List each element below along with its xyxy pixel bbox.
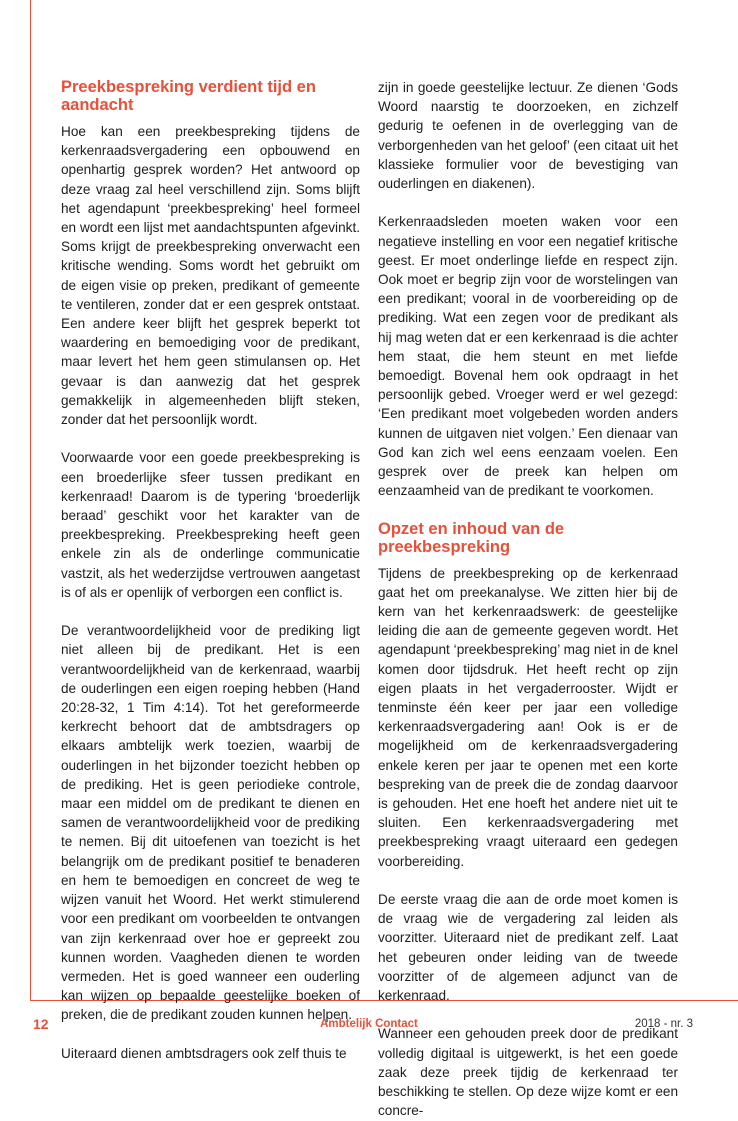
paragraph: Voorwaarde voor een goede preekbespreking is een broederlijke sfeer tussen predikant en kerkenraad! Daarom is de typering ‘broederlijk beraad’ geschikt voor het karakter van de preekbespreking. Preekbespreking heeft geen enkele zin als de onderlinge communicatie vastzit, als het wederzijdse vertrouwen aangetast is of als er openlijk of verborgen een conflict is. [61, 450, 360, 600]
left-column [61, 78, 360, 1063]
right-column [378, 78, 678, 1121]
paragraph: Uiteraard dienen ambtsdragers ook zelf thuis te [61, 1045, 347, 1061]
section-heading-1: Preekbespreking verdient tijd en aandacht [61, 78, 316, 114]
paragraph: Hoe kan een preekbespreking tijdens de kerkenraadsvergadering een opbouwend en openhartig gesprek worden? Het antwoord op deze vraag zal heel verschillend zijn. Soms blijft het agendapunt ‘preekbespreking’ heel formeel en wordt een lijst met aandachtspunten afgevinkt. Soms krijgt de preekbespreking onverwacht een kritische wending. Soms wordt het gebruikt om de eigen visie op preken, predikant of gemeente te ventileren, zonder dat er een gesprek ontstaat. Een andere keer blijft het gesprek beperkt tot waardering en bemoediging voor de predikant, maar levert het hem geen stimulansen op. Het gevaar is dan aanwezig dat het gesprek gemakkelijk in algemeenheden blijft steken, zonder dat het persoonlijk wordt. [61, 124, 360, 428]
paragraph: Tijdens de preekbespreking op de kerkenraad gaat het om preekanalyse. We zitten hier bij de kern van het kerkenraadswerk: de geestelijke leiding die aan de gemeente gegeven wordt. Het agendapunt ‘preekbespreking’ mag niet in de knel komen door tijdsdruk. Het heeft recht op zijn eigen plaats in het vergaderrooster. Wijdt er tenminste één keer per jaar een volledige kerkenraadsvergadering aan! Ook is er de mogelijkheid om de kerkenraadsvergadering enkele keren per jaar te openen met een korte bespreking van de preek die de zondag daarvoor is gehouden. Het ene hoeft het andere niet uit te sluiten. Een kerkenraadsvergadering met preekbespreking vraagt uiteraard een gedegen voorbereiding. [378, 565, 678, 869]
section-heading-2: Opzet en inhoud van de preekbespreking [378, 519, 565, 556]
paragraph: zijn in goede geestelijke lectuur. Ze dienen ‘Gods Woord naarstig te doorzoeken, en zichzelf gedurig te oefenen in de overlegging van de verborgenheden van het geloof’ (een citaat uit het klassieke formulier voor de bevestiging van ouderlingen en diakenen). [378, 80, 678, 192]
paragraph: De verantwoordelijkheid voor de prediking ligt niet alleen bij de predikant. Het is een verantwoordelijkheid van de kerkenraad, waarbij de ouderlingen een eigen roeping hebben (Hand 20:28-32, 1 Tim 4:14). Tot het gereformeerde kerkrecht behoort dat de ambtsdragers op elkaars ambtelijk werk toezien, waarbij de ouderlingen in het bijzonder toezicht hebben op de prediking. Het is geen periodieke controle, maar een middel om de predikant te dienen en samen de verantwoordelijkheid voor de prediking te nemen. Bij dit uitoefenen van toezicht is het belangrijk om de predikant positief te benaderen en hem te bemoedigen en concreet de weg te wijzen vanuit het Woord. Het werkt stimulerend voor een predikant om voorbeelden te ontvangen van zijn kerkenraad over hoe er gepreekt zou kunnen worden. Vaagheden dienen te worden vermeden. Het is goed wanneer een ouderling kan wijzen op bepaalde geestelijke boeken of preken, die de predikant zouden kunnen helpen. [61, 623, 360, 1023]
left-margin-rule [30, 0, 31, 1000]
paragraph: Wanneer een gehouden preek door de predikant volledig digitaal is uitgewerkt, is het een goede zaak deze preek tijdig de kerkenraad ter beschikking te stellen. Op deze wijze komt er een concre- [378, 1026, 678, 1119]
magazine-title: Ambtelijk Contact [320, 1018, 418, 1030]
issue-label: 2018 - nr. 3 [634, 1018, 693, 1030]
paragraph: Kerkenraadsleden moeten waken voor een negatieve instelling en voor een negatief kritische geest. Er moet onderlinge liefde en respect zijn. Ook moet er begrip zijn voor de worstelingen van een predikant; vooral in de voorbereiding op de prediking. Wat een zegen voor de predikant als hij mag weten dat er een kerkenraad is die achter hem staat, die hem steunt en met liefde bemoedigt. Bovenal hem ook opdraagt in het persoonlijk gebed. Vroeger werd er wel gezegd: ‘Een predikant moet volgebeden worden anders kunnen de uitgaven niet volgen.’ Een dienaar van God kan zich wel eens eenzaam voelen. Een gesprek over de preek kan helpen om eenzaamheid van de predikant te voorkomen. [378, 214, 678, 499]
page-number: 12 [33, 1016, 49, 1032]
paragraph: De eerste vraag die aan de orde moet komen is de vraag wie de vergadering zal leiden als voorzitter. Uiteraard niet de predikant zelf. Laat het gebeuren onder leiding van de tweede voorzitter of de algemeen adjunct van de kerkenraad. [378, 892, 678, 1004]
